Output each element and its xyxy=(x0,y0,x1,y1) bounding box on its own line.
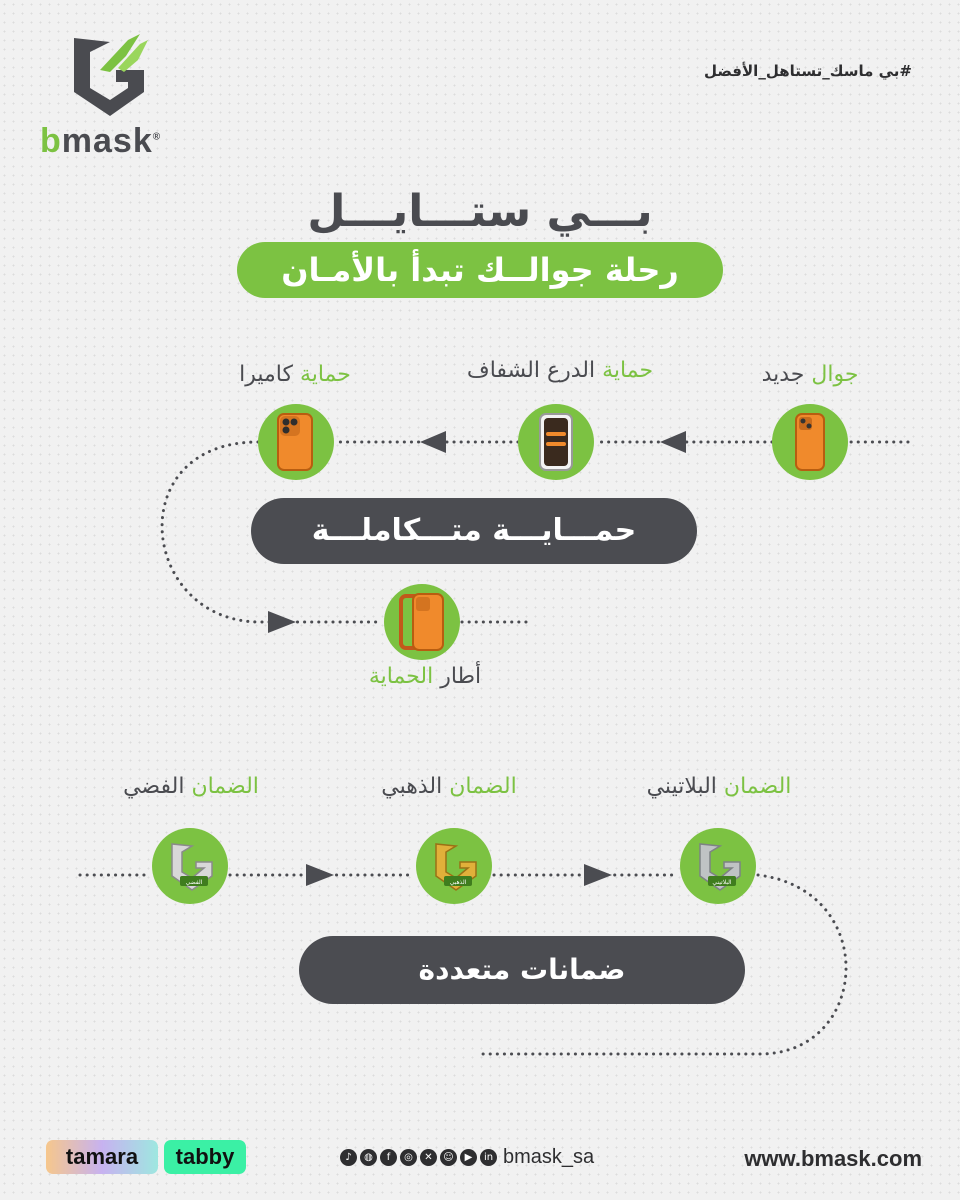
step-label-clear-armor: حماية الدرع الشفاف xyxy=(466,358,654,383)
tiktok-icon[interactable]: ♪ xyxy=(340,1149,357,1166)
social-links xyxy=(340,1146,594,1169)
bumper-frame-icon xyxy=(397,592,447,652)
step-clear-armor xyxy=(518,404,594,480)
platinum-badge-text: البلاتيني xyxy=(712,879,732,886)
warranty-gold xyxy=(416,828,492,904)
facebook-icon[interactable]: f xyxy=(380,1149,397,1166)
arrow-icon xyxy=(420,431,446,453)
silver-badge-text: الفضي xyxy=(185,879,203,886)
tamara-logo: tamara xyxy=(46,1140,158,1174)
tabby-logo: tabby xyxy=(164,1140,246,1174)
warranty-platinum xyxy=(680,828,756,904)
warranty-silver xyxy=(152,828,228,904)
clear-case-icon xyxy=(534,412,578,472)
subtitle-pill: رحلة جوالــك تبدأ بالأمـان xyxy=(237,242,723,298)
arrow-icon xyxy=(660,431,686,453)
platinum-badge-icon xyxy=(690,838,746,894)
warranty-label-platinum: الضمان البلاتيني xyxy=(646,774,792,799)
integrated-protection-pill: حمـــايـــة متـــكاملـــة xyxy=(251,498,697,564)
instagram-icon[interactable]: ◎ xyxy=(400,1149,417,1166)
website-link[interactable]: www.bmask.com xyxy=(744,1146,922,1171)
arrow-icon xyxy=(584,864,612,886)
camera-lens-icon xyxy=(274,412,318,472)
globe-icon[interactable]: ◍ xyxy=(360,1149,377,1166)
linkedin-icon[interactable]: in xyxy=(480,1149,497,1166)
page-title: بـــي ستـــايـــل xyxy=(307,186,653,237)
social-handle[interactable]: bmask_sa xyxy=(503,1146,595,1168)
arrow-icon xyxy=(268,611,296,633)
warranty-label-silver: الضمان الفضي xyxy=(123,774,259,799)
warranty-label-gold: الضمان الذهبي xyxy=(381,774,517,799)
step-label-camera-protection: حماية كاميرا xyxy=(239,362,351,387)
step-label-bumper-frame: أطار الحماية xyxy=(368,664,482,689)
gold-badge-icon xyxy=(426,838,482,894)
snapchat-icon[interactable]: ☺ xyxy=(440,1149,457,1166)
phone-icon xyxy=(790,412,830,472)
step-camera-protection xyxy=(258,404,334,480)
arrow-icon xyxy=(306,864,334,886)
brand-name: bmask® xyxy=(40,122,162,160)
silver-badge-icon xyxy=(162,838,218,894)
step-bumper-frame xyxy=(384,584,460,660)
gold-badge-text: الذهبي xyxy=(449,879,467,886)
youtube-icon[interactable]: ▶ xyxy=(460,1149,477,1166)
step-new-phone xyxy=(772,404,848,480)
x-icon[interactable]: ✕ xyxy=(420,1149,437,1166)
multiple-warranties-pill: ضمانات متعددة xyxy=(299,936,745,1004)
hashtag: #بي ماسك_تستاهل_الأفضل xyxy=(704,62,912,80)
step-label-new-phone: جوال جديد xyxy=(761,362,859,387)
